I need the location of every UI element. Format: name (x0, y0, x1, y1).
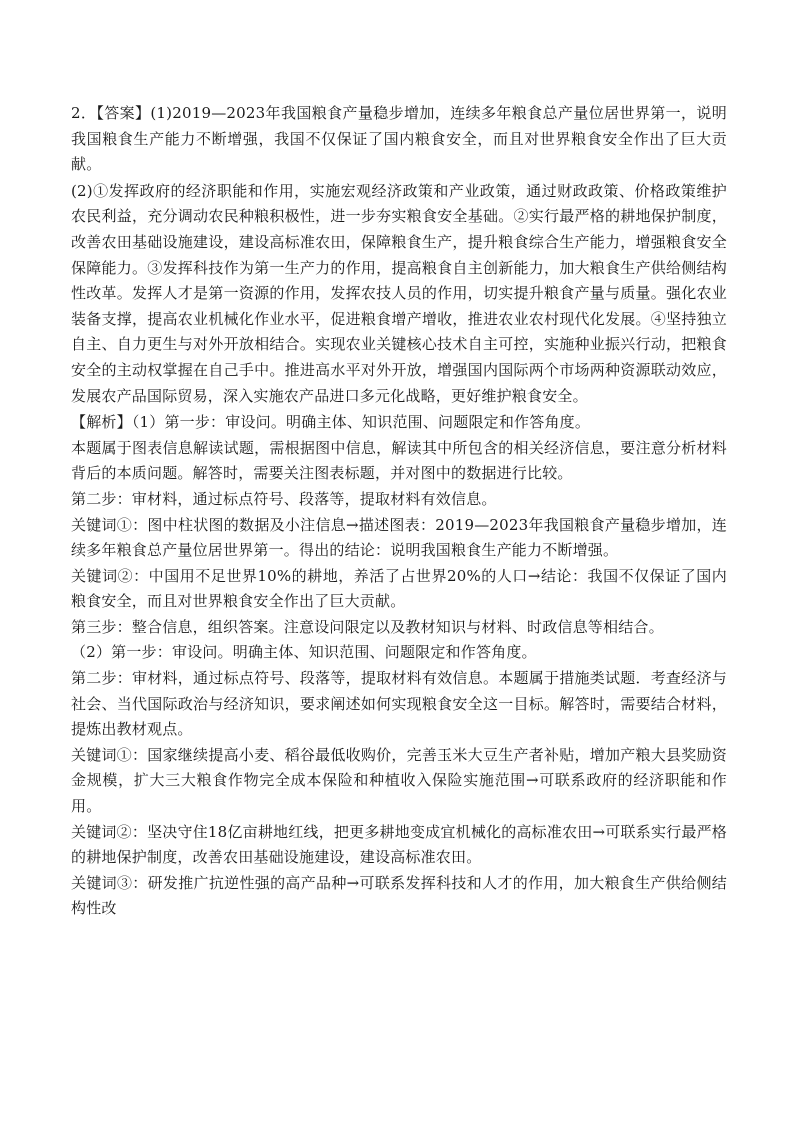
analysis-paragraph-3: 关键词①：图中柱状图的数据及小注信息→描述图表：2019—2023年我国粮食产量稳步增加，连续多年粮食总产量位居世界第一。得出的结论：说明我国粮食生产能力不断增强。 (71, 515, 727, 560)
analysis-paragraph-4: 关键词②：中国用不足世界10%的耕地，养活了占世界20%的人口→结论：我国不仅保证了国内粮食安全，而且对世界粮食安全作出了巨大贡献。 (71, 566, 727, 611)
document-body (71, 101, 727, 922)
analysis-paragraph-6: （2）第一步：审设问。明确主体、知识范围、问题限定和作答角度。 (71, 643, 537, 662)
analysis-paragraph-9: 关键词②：坚决守住18亿亩耕地红线，把更多耕地变成宜机械化的高标准农田→可联系实行最严格的耕地保护制度，改善农田基础设施建设，建设高标准农田。 (71, 822, 727, 867)
answer-paragraph-2: (2)①发挥政府的经济职能和作用，实施宏观经济政策和产业政策，通过财政政策、价格政策维护农民利益，充分调动农民种粮积极性，进一步夯实粮食安全基础。②实行最严格的耕地保护制度，改善农田基础设施建设，建设高标准农田，保障粮食生产，提升粮食综合生产能力，增强粮食安全保障能力。③发挥科技作为第一生产力的作用，提高粮食自主创新能力，加大粮食生产供给侧结构性改革。发挥人才是第一资源的作用，发挥农技人员的作用，切实提升粮食产量与质量。强化农业装备支撑，提高农业机械化作业水平，促进粮食增产增收，推进农业农村现代化发展。④坚持独立自主、自力更生与对外开放相结合。实现农业关键核心技术自主可控，实施种业振兴行动，把粮食安全的主动权掌握在自己手中。推进高水平对外开放，增强国内国际两个市场两种资源联动效应，发展农产品国际贸易，深入实施农产品进口多元化战略，更好维护粮食安全。 (71, 181, 727, 405)
analysis-step1-text: （1）第一步：审设问。明确主体、知识范围、问题限定和作答角度。 (131, 413, 591, 432)
analysis-label: 【解析】 (71, 413, 132, 432)
analysis-paragraph-5: 第三步：整合信息，组织答案。注意设问限定以及教材知识与材料、时政信息等相结合。 (71, 617, 664, 636)
answer-label: 2．【答案】 (71, 104, 151, 122)
analysis-paragraph-10: 关键词③：研发推广抗逆性强的高产品种→可联系发挥科技和人才的作用，加大粮食生产供给侧结构性改 (71, 873, 727, 918)
analysis-step1 (71, 410, 727, 436)
answer-paragraph-1 (71, 101, 727, 178)
analysis-paragraph-8: 关键词①：国家继续提高小麦、稻谷最低收购价，完善玉米大豆生产者补贴，增加产粮大县奖励资金规模，扩大三大粮食作物完全成本保险和种植收入保险实施范围→可联系政府的经济职能和作用。 (71, 745, 727, 816)
analysis-paragraph-7: 第二步：审材料，通过标点符号、段落等，提取材料有效信息。本题属于措施类试题．考查经济与社会、当代国际政治与经济知识，要求阐述如何实现粮食安全这一目标。解答时，需要结合材料，提炼出教材观点。 (71, 669, 727, 739)
analysis-paragraph-1: 本题属于图表信息解读试题，需根据图中信息，解读其中所包含的相关经济信息，要注意分析材料背后的本质问题。解答时，需要关注图表标题，并对图中的数据进行比较。 (71, 438, 727, 483)
analysis-paragraph-2: 第二步：审材料，通过标点符号、段落等，提取材料有效信息。 (71, 489, 497, 508)
answer-part-1: (1)2019—2023年我国粮食产量稳步增加，连续多年粮食总产量位居世界第一，说明我国粮食生产能力不断增强，我国不仅保证了国内粮食安全，而且对世界粮食安全作出了巨大贡献。 (71, 104, 727, 174)
